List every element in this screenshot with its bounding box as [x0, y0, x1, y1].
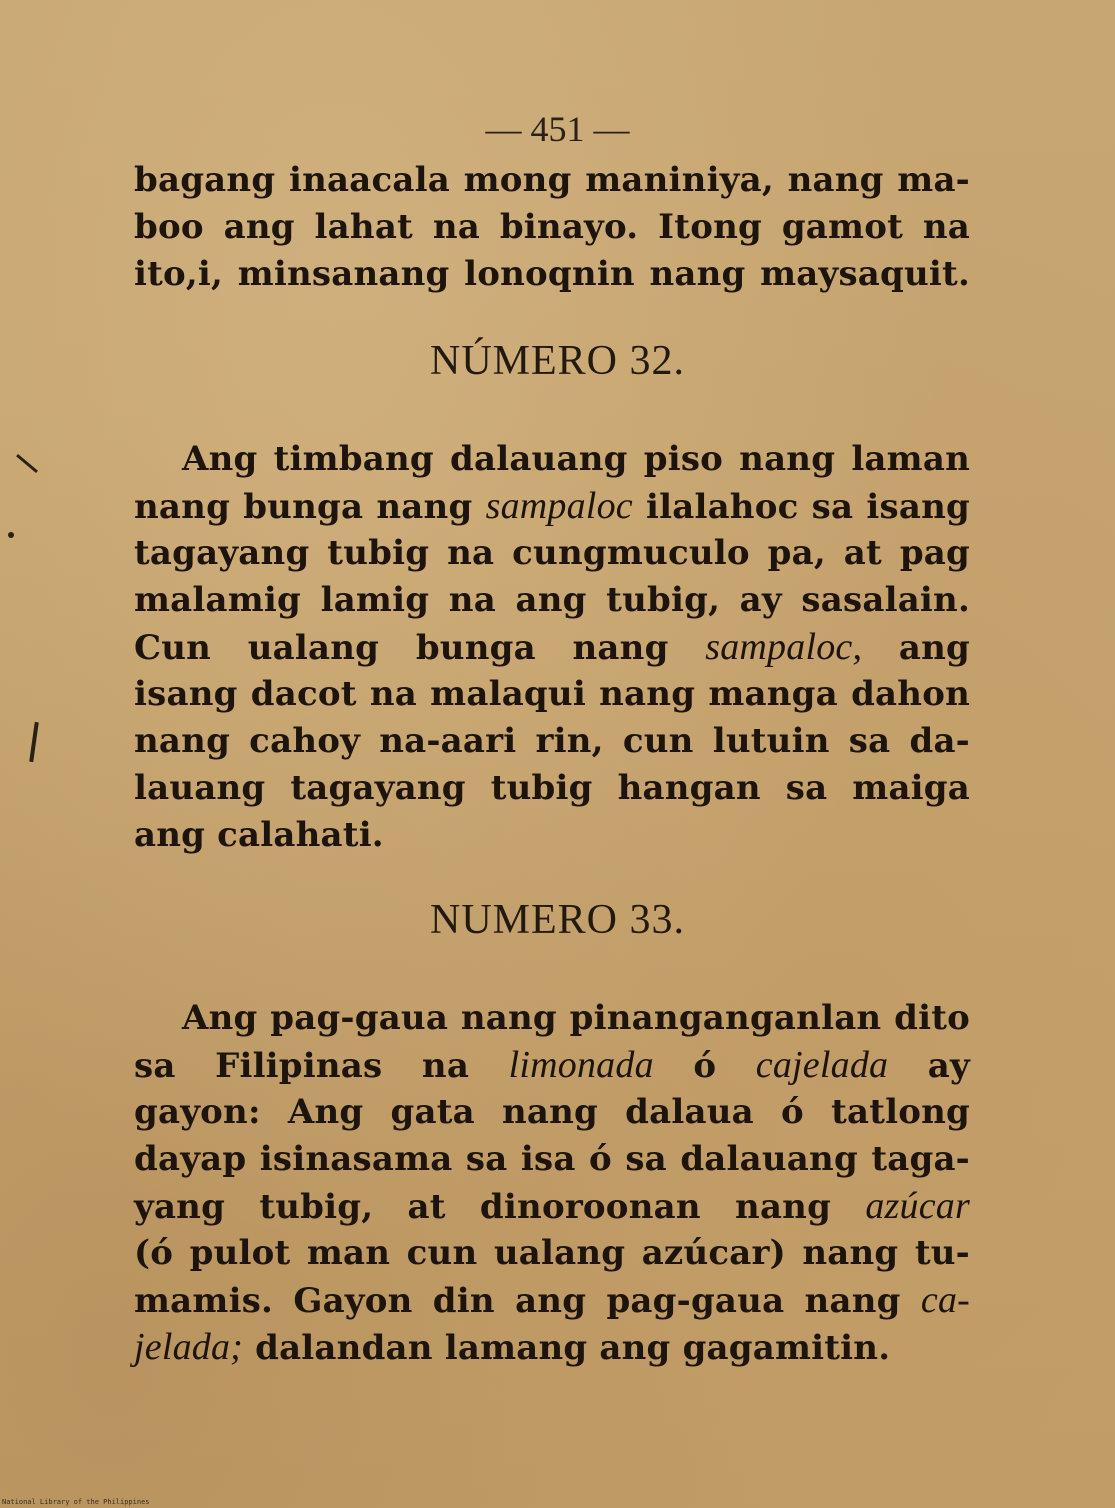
text-line: Ang timbang dalauang piso nang laman [182, 439, 970, 479]
text-line [134, 1324, 970, 1371]
italic-term: cajelada [755, 1044, 889, 1086]
text-span: Cun ualang bunga nang [134, 628, 669, 668]
text-line: (ó pulot man cun ualang azúcar) nang tu- [134, 1233, 970, 1273]
margin-mark [8, 532, 14, 538]
text-span: sa Filipinas na [134, 1046, 470, 1086]
italic-term: azúcar [865, 1185, 970, 1227]
text-line: gayon: Ang gata nang dalaua ó tatlong [134, 1092, 970, 1132]
text-span: ó [693, 1046, 717, 1086]
text-span: ang [898, 628, 970, 668]
paragraph-numero-33 [134, 995, 970, 1371]
margin-mark [29, 722, 39, 762]
text-span: ay [927, 1046, 970, 1086]
text-line [134, 1183, 970, 1230]
text-line: bagang inaacala mong maniniya, nang ma- [134, 160, 970, 200]
text-line: ang calahati. [134, 815, 384, 855]
text-line: tagayang tubig na cungmuculo pa, at pag [134, 533, 970, 573]
text-span: yang tubig, at dinoroonan nang [134, 1187, 832, 1227]
text-line: lauang tagayang tubig hangan sa maiga [134, 768, 970, 808]
text-span: nang bunga nang [134, 487, 473, 527]
text-line [134, 624, 970, 671]
text-line: Ang pag-gaua nang pinanganganlan dito [182, 998, 970, 1038]
margin-mark [16, 454, 38, 473]
text-span: dalandan lamang ang gagamitin. [255, 1328, 891, 1368]
text-line: malamig lamig na ang tubig, ay sasalain. [134, 580, 970, 620]
library-credit: National Library of the Philippines [2, 1498, 150, 1506]
paragraph-numero-32 [134, 436, 970, 859]
continued-paragraph [134, 157, 970, 298]
italic-term: sampaloc [485, 485, 633, 527]
text-line: dayap isinasama sa isa ó sa dalauang taga- [134, 1139, 970, 1179]
text-line [134, 1042, 970, 1089]
text-line: nang cahoy na-aari rin, cun lutuin sa da- [134, 721, 970, 761]
text-line [134, 1277, 970, 1324]
text-line: isang dacot na malaqui nang manga dahon [134, 674, 970, 714]
text-line: ito,i, minsanang lonoqnin nang maysaquit. [134, 254, 970, 294]
italic-term: jelada; [134, 1326, 244, 1368]
text-line [134, 483, 970, 530]
text-span: mamis. Gayon din ang pag-gaua nang [134, 1281, 901, 1321]
section-heading-32: NÚMERO 32. [429, 338, 685, 384]
italic-term: sampaloc, [705, 626, 863, 668]
italic-term: ca- [920, 1279, 970, 1321]
section-heading-33: NUMERO 33. [429, 897, 685, 943]
text-line: boo ang lahat na binayo. Itong gamot na [134, 207, 970, 247]
text-span: ilalahoc sa isang [646, 487, 970, 527]
page-number: — 451 — [485, 109, 630, 149]
italic-term: limonada [508, 1044, 654, 1086]
